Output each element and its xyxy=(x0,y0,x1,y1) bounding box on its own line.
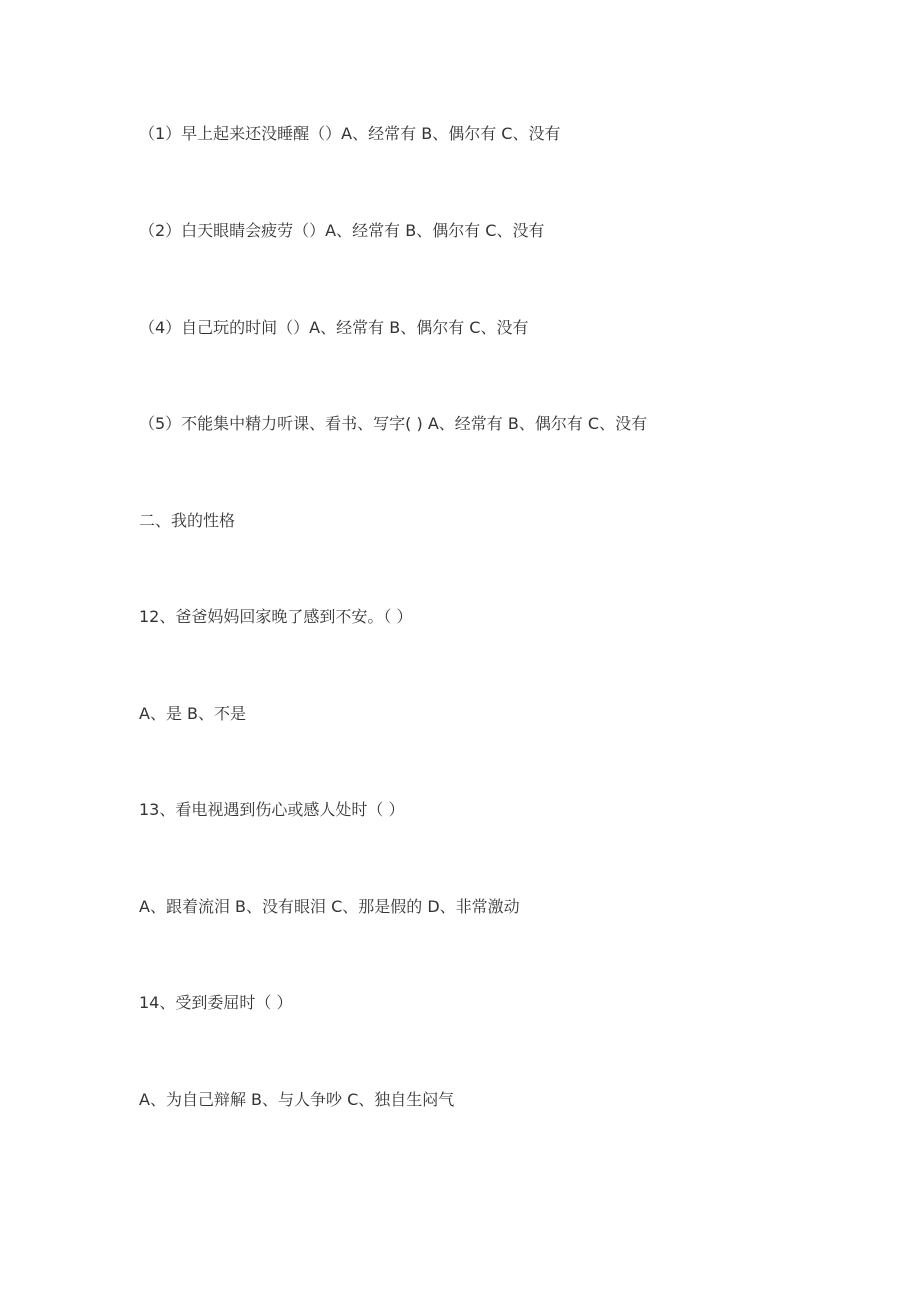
question-line-1: （1）早上起来还没睡醒（）A、经常有 B、偶尔有 C、没有 xyxy=(139,124,561,143)
question-14: 14、受到委屈时（ ） xyxy=(139,993,293,1012)
question-13-options: A、跟着流泪 B、没有眼泪 C、那是假的 D、非常激动 xyxy=(139,897,520,916)
question-line-5: （5）不能集中精力听课、看书、写字( ) A、经常有 B、偶尔有 C、没有 xyxy=(139,414,648,433)
question-line-2: （2）白天眼睛会疲劳（）A、经常有 B、偶尔有 C、没有 xyxy=(139,221,545,240)
question-12: 12、爸爸妈妈回家晚了感到不安。（ ） xyxy=(139,607,413,626)
question-13: 13、看电视遇到伤心或感人处时（ ） xyxy=(139,800,405,819)
section-heading: 二、我的性格 xyxy=(139,511,236,530)
question-14-options: A、为自己辩解 B、与人争吵 C、独自生闷气 xyxy=(139,1090,455,1109)
question-12-options: A、是 B、不是 xyxy=(139,704,247,723)
question-line-4: （4）自己玩的时间（）A、经常有 B、偶尔有 C、没有 xyxy=(139,318,529,337)
